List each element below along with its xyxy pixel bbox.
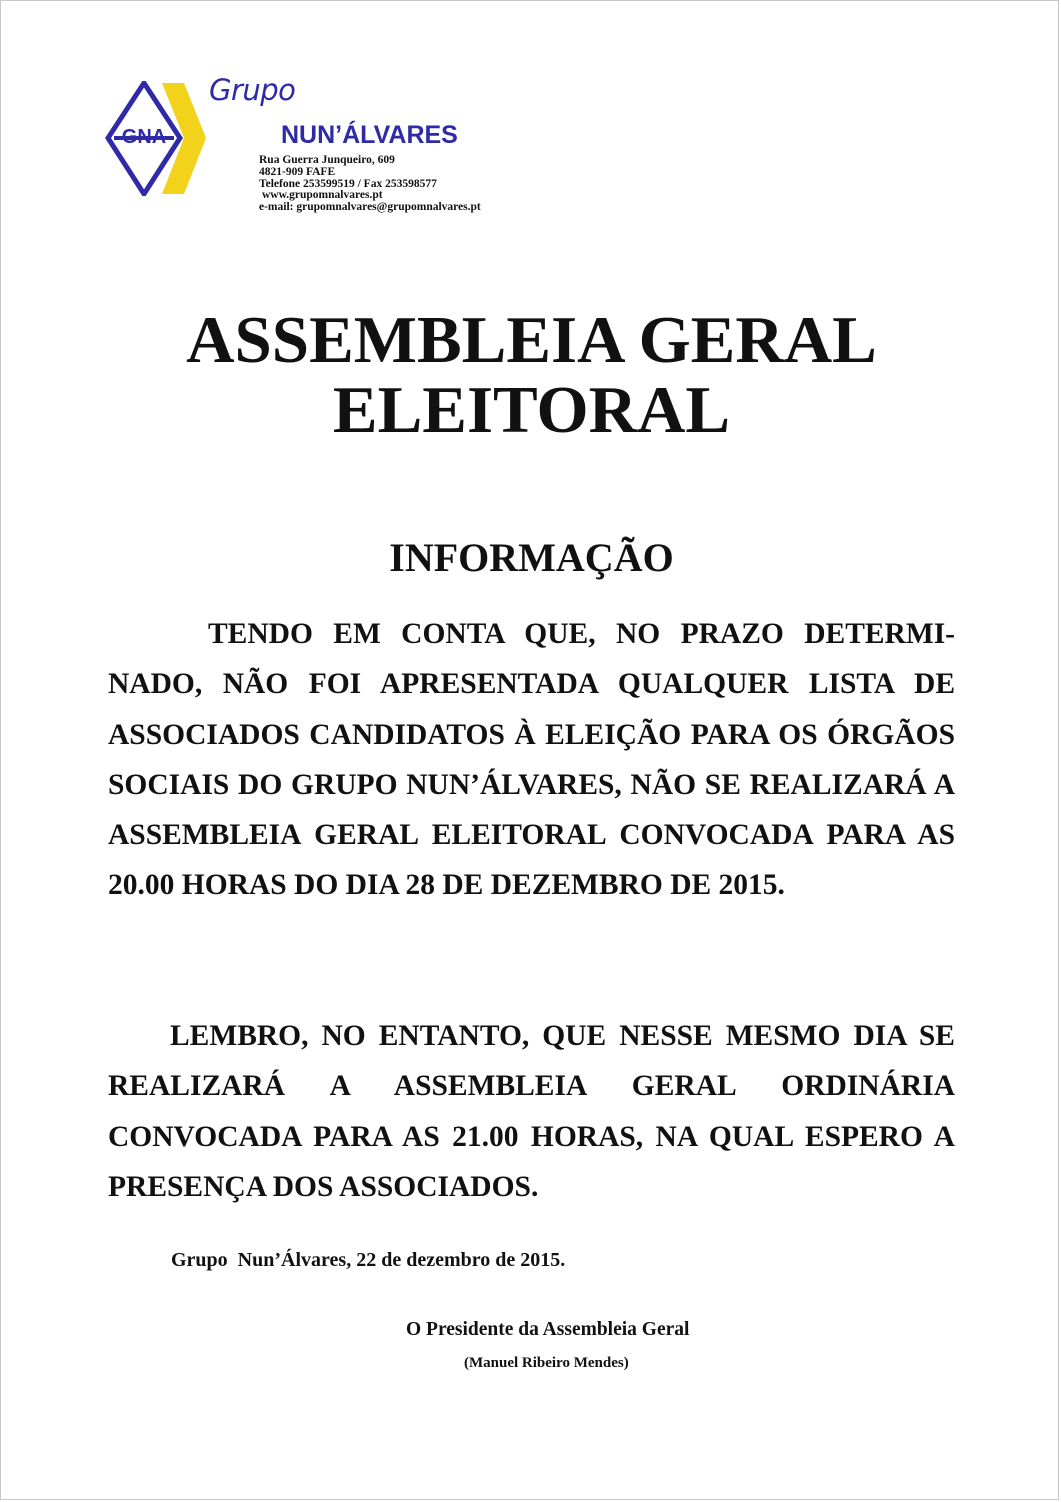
paragraph-reminder: LEMBRO, NO ENTANTO, QUE NESSE MESMO DIA SE REALIZARÁ A ASSEMBLEIA GERAL ORDINÁRIA CONVOCADA PARA AS 21.00 HORAS, NA QUAL ESPERO A PRESENÇA DOS ASSOCIADOS. <box>108 1020 955 1203</box>
title-line1: ASSEMBLEIA GERAL <box>186 303 877 377</box>
address-line1: Rua Guerra Junqueiro, 609 <box>259 154 395 166</box>
document-subtitle: INFORMAÇÃO <box>389 535 674 580</box>
brand-grupo: Grupo <box>209 73 296 107</box>
contact-block <box>259 155 481 214</box>
email-link[interactable]: e-mail: grupomnalvares@grupomnalvares.pt <box>259 201 481 214</box>
website-link[interactable]: www.grupomnalvares.pt <box>262 189 383 202</box>
logo-monogram: GNA <box>121 126 167 148</box>
paragraph-cancellation: TENDO EM CONTA QUE, NO PRAZO DETERMINADO, NÃO FOI APRESENTADA QUALQUER LISTA DE ASSOCIADOS CANDIDATOS À ELEIÇÃO PARA OS ÓRGÃOS SOCIAIS DO GRUPO NUN’ÁLVARES, NÃO SE REALIZARÁ A ASSEMBLEIA GERAL ELEITORAL CONVOCADA PARA AS 20.00 HORAS DO DIA 28 DE DEZEMBRO DE 2015. <box>108 618 955 902</box>
document-title <box>1 305 1061 445</box>
grupo-nunalvares-logo-icon <box>104 81 206 196</box>
address-line2: 4821-909 FAFE <box>259 165 336 178</box>
brand-name: NUN’ÁLVARES <box>281 121 458 149</box>
phone-fax: Telefone 253599519 / Fax 253598577 <box>259 177 437 190</box>
place-date: Grupo Nun’Álvares, 22 de dezembro de 2015. <box>171 1249 566 1271</box>
signature-role: O Presidente da Assembleia Geral <box>406 1319 690 1340</box>
title-line2: ELEITORAL <box>332 373 731 447</box>
signature-name: (Manuel Ribeiro Mendes) <box>464 1355 629 1371</box>
